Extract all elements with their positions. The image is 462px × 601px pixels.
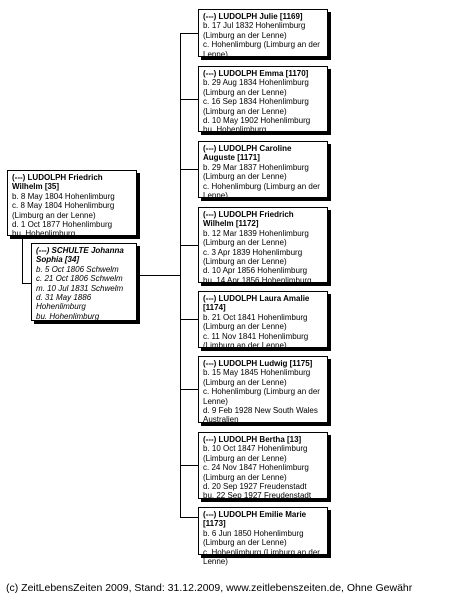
child-detail: b. 10 Oct 1847 Hohenlimburg	[203, 444, 308, 454]
child-detail: b. 29 Aug 1834 Hohenlimburg	[203, 78, 309, 88]
child-detail: (Limburg an der Lenne)	[203, 87, 287, 97]
mother-name: (---) SCHULTE Johanna Sophia [34]	[36, 246, 124, 265]
child-detail: c. Hohenlimburg (Limburg an der	[203, 181, 320, 191]
child-detail: Australien	[203, 415, 239, 425]
child-branch-line	[180, 389, 198, 390]
child-detail: (Limburg an der Lenne)	[203, 257, 287, 267]
child-branch-line	[180, 465, 198, 466]
child-box[interactable]	[198, 356, 328, 423]
copyright-footer: (c) ZeitLebensZeiten 2009, Stand: 31.12.2009, www.zeitlebenszeiten.de, Ohne Gewähr	[6, 582, 413, 594]
child-detail: (Limburg an der Lenne)	[203, 30, 287, 40]
child-name: (---) LUDOLPH Julie [1169]	[203, 12, 303, 21]
child-detail: b. 17 Jul 1832 Hohenlimburg	[203, 21, 306, 31]
child-detail: d. 10 Apr 1856 Hohenlimburg	[203, 266, 308, 276]
mother-box[interactable]	[31, 243, 137, 321]
child-detail: Lenne)	[203, 396, 228, 406]
father-detail: c. 8 May 1804 Hohenlimburg	[12, 201, 115, 211]
child-detail: c. 11 Nov 1841 Hohenlimburg	[203, 331, 309, 341]
child-branch-line	[180, 245, 198, 246]
couple-to-trunk-line	[138, 275, 180, 276]
child-name: (---) LUDOLPH Bertha [13]	[203, 435, 302, 444]
father-detail: b. 8 May 1804 Hohenlimburg	[12, 191, 115, 201]
child-detail: Lenne)	[203, 557, 228, 567]
child-box[interactable]	[198, 291, 328, 351]
father-box[interactable]	[7, 170, 137, 239]
child-detail: (Limburg an der Lenne)	[203, 377, 287, 387]
child-box[interactable]	[198, 507, 328, 567]
child-detail: Lenne)	[203, 191, 228, 201]
child-box[interactable]	[198, 207, 328, 283]
child-branch-line	[180, 33, 198, 34]
father-name: (---) LUDOLPH Friedrich Wilhelm [35]	[12, 173, 103, 192]
child-name: (---) LUDOLPH Laura Amalie [1174]	[203, 294, 310, 313]
mother-detail: d. 31 May 1886	[36, 293, 92, 303]
child-box[interactable]	[198, 141, 328, 201]
spouse-connector-tick	[22, 283, 31, 284]
child-detail: b. 12 Mar 1839 Hohenlimburg	[203, 228, 309, 238]
child-detail: c. 24 Nov 1847 Hohenlimburg	[203, 463, 309, 473]
child-name: (---) LUDOLPH Emma [1170]	[203, 69, 309, 78]
child-detail: c. Hohenlimburg (Limburg an der	[203, 387, 320, 397]
child-detail: b. 29 Mar 1837 Hohenlimburg	[203, 162, 309, 172]
child-branch-line	[180, 169, 198, 170]
child-detail: (Limburg an der Lenne)	[203, 538, 287, 548]
child-detail: d. 9 Feb 1928 New South Wales	[203, 406, 318, 416]
child-detail: b. 15 May 1845 Hohenlimburg	[203, 368, 311, 378]
child-detail: bu. 22 Sep 1927 Freudenstadt	[203, 491, 312, 501]
father-detail: (Limburg an der Lenne)	[12, 210, 96, 220]
child-detail: b. 21 Oct 1841 Hohenlimburg	[203, 312, 308, 322]
mother-detail: Hohenlimburg	[36, 302, 86, 312]
child-detail: c. 16 Sep 1834 Hohenlimburg	[203, 97, 309, 107]
father-detail: d. 1 Oct 1877 Hohenlimburg	[12, 220, 113, 230]
child-branch-line	[180, 319, 198, 320]
child-branch-line	[180, 517, 198, 518]
child-branch-line	[180, 99, 198, 100]
child-detail: b. 6 Jun 1850 Hohenlimburg	[203, 528, 304, 538]
child-detail: bu. Hohenlimburg	[203, 125, 267, 135]
child-name: (---) LUDOLPH Emilie Marie [1173]	[203, 510, 307, 529]
child-box[interactable]	[198, 9, 328, 57]
child-detail: (Limburg an der Lenne)	[203, 172, 287, 182]
child-name: (---) LUDOLPH Ludwig [1175]	[203, 359, 313, 368]
father-detail: bu. Hohenlimburg	[12, 229, 76, 239]
child-detail: c. Hohenlimburg (Limburg an der	[203, 547, 320, 557]
child-detail: (Limburg an der Lenne)	[203, 453, 287, 463]
child-detail: (Limburg an der Lenne)	[203, 106, 287, 116]
child-detail: (Limburg an der Lenne)	[203, 322, 287, 332]
child-detail: d. 10 May 1902 Hohenlimburg	[203, 116, 311, 126]
child-detail: (Limburg an der Lenne)	[203, 472, 287, 482]
child-detail: (Limburg an der Lenne)	[203, 238, 287, 248]
mother-detail: bu. Hohenlimburg	[36, 311, 100, 321]
child-detail: c. 3 Apr 1839 Hohenlimburg	[203, 247, 303, 257]
spouse-connector-line	[22, 235, 23, 283]
child-detail: d. 20 Sep 1927 Freudenstadt	[203, 482, 307, 492]
child-box[interactable]	[198, 432, 328, 499]
child-detail: Lenne)	[203, 49, 228, 59]
trunk-line	[180, 33, 181, 517]
child-detail: bu. 14 Apr 1856 Hohenlimburg	[203, 275, 312, 285]
mother-detail: m. 10 Jul 1831 Schwelm	[36, 283, 124, 293]
child-box[interactable]	[198, 66, 328, 135]
mother-detail: c. 21 Oct 1806 Schwelm	[36, 274, 123, 284]
child-detail: c. Hohenlimburg (Limburg an der	[203, 40, 320, 50]
mother-detail: b. 5 Oct 1806 Schwelm	[36, 264, 119, 274]
child-name: (---) LUDOLPH Caroline Auguste [1171]	[203, 144, 292, 163]
child-name: (---) LUDOLPH Friedrich Wilhelm [1172]	[203, 210, 294, 229]
child-detail: (Limburg an der Lenne)	[203, 341, 287, 351]
